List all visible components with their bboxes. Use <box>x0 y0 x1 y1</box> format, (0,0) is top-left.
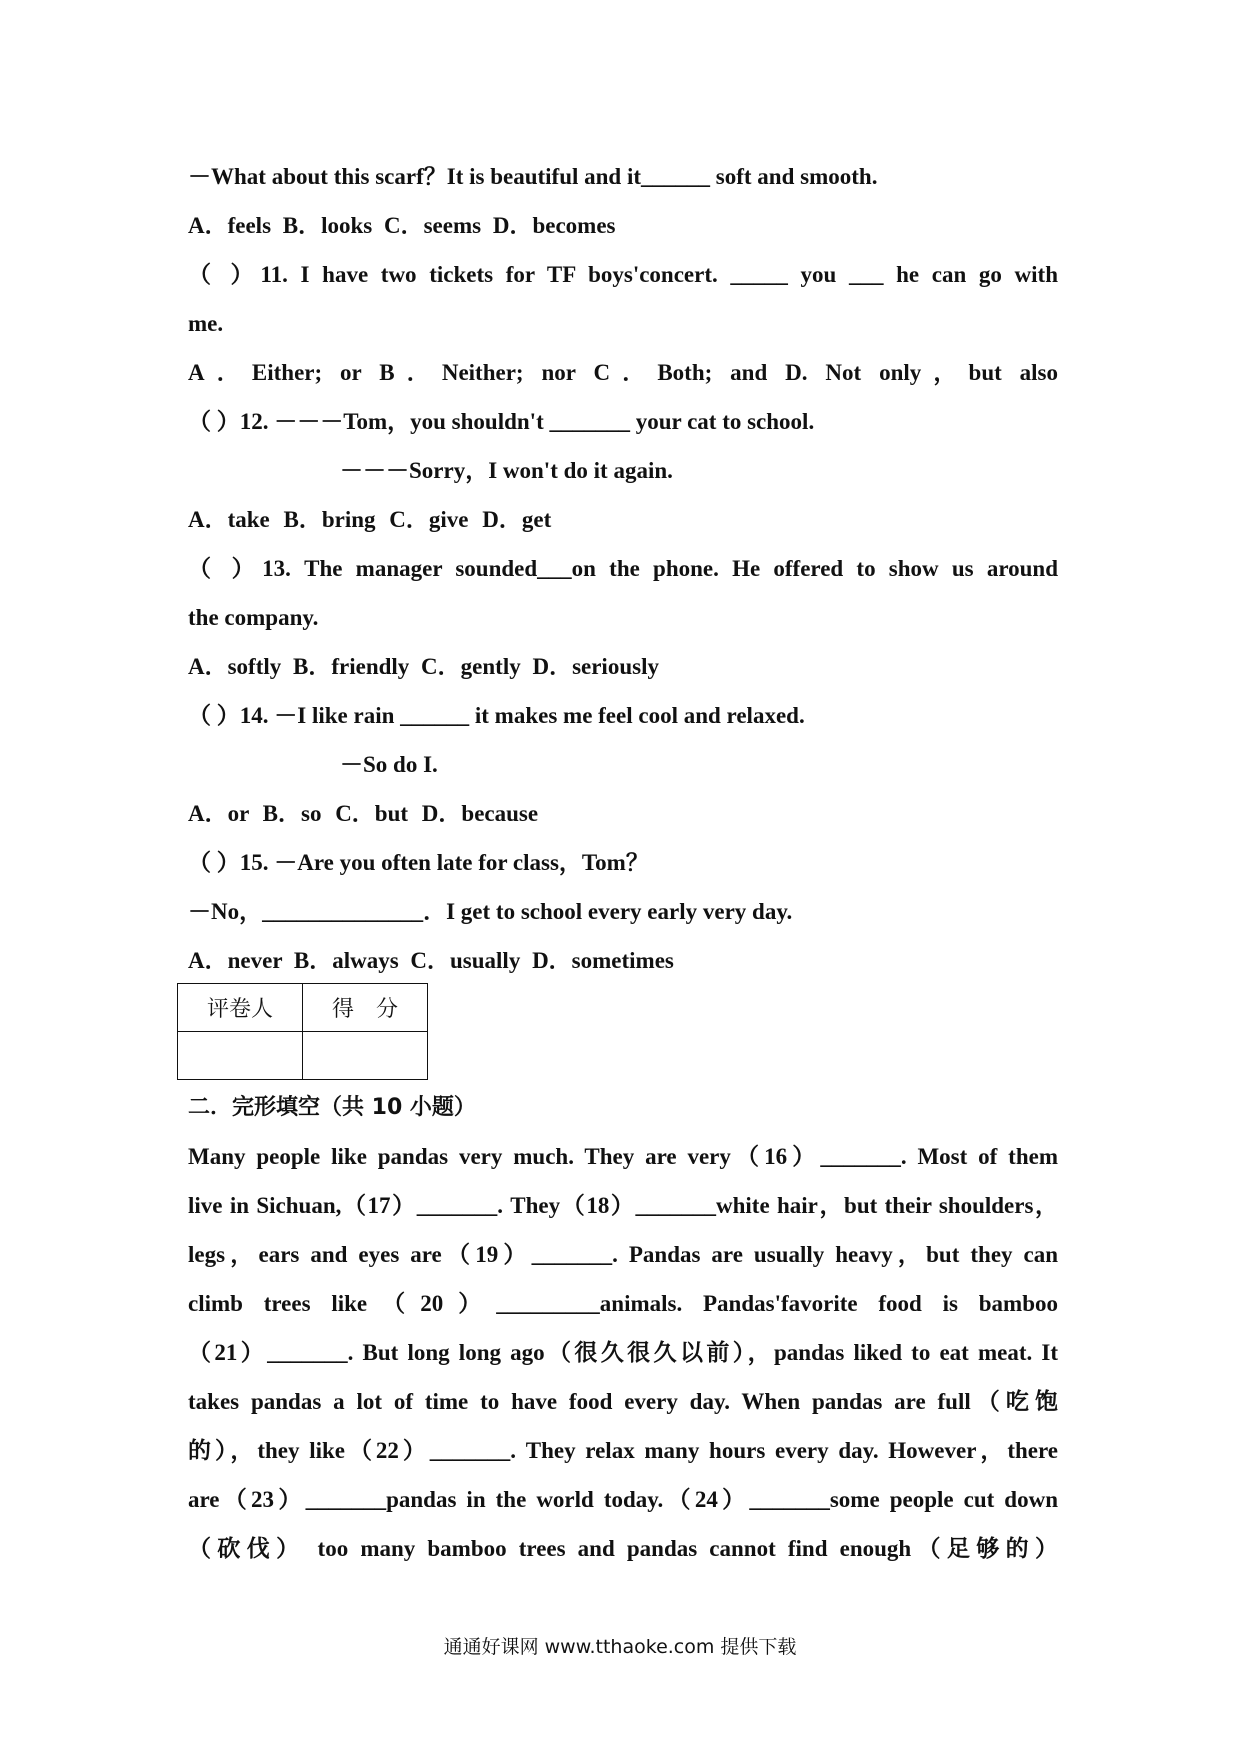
line-q11-cont: me. <box>188 311 224 336</box>
line-q11-options: A．Either; or B．Neither; nor C．Both; and D. Not only，but also <box>188 360 1058 385</box>
line-q15-reply: －No，______________．I get to school every early very day. <box>188 899 793 924</box>
line-q14: （ ）14. －I like rain ______ it makes me feel cool and relaxed. <box>188 703 805 728</box>
line-q15: （ ）15. －Are you often late for class，Tom？ <box>188 850 649 875</box>
footer-credit: 通通好课网 www.tthaoke.com 提供下载 <box>443 1636 797 1658</box>
passage-line: Many people like pandas very much. They are very（16）_______. Most of them <box>188 1144 1058 1169</box>
line-q15-options: A．never B．always C．usually D．sometimes <box>188 948 674 973</box>
line-q13: （ ）13. The manager sounded___on the phone. He offered to show us around <box>188 556 1058 581</box>
grader-cell <box>178 1032 303 1080</box>
score-cell <box>303 1032 428 1080</box>
passage-line: （砍伐） too many bamboo trees and pandas cannot find enough（足够的） <box>188 1536 1058 1561</box>
passage-line: climb trees like（20）_________animals. Pandas'favorite food is bamboo <box>188 1291 1058 1316</box>
score-table <box>177 983 428 1080</box>
passage-line: takes pandas a lot of time to have food every day. When pandas are full（吃饱 <box>188 1389 1058 1414</box>
line-q12: （ ）12. －－－Tom，you shouldn't _______ your cat to school. <box>188 409 815 434</box>
line-q10-options: A．feels B．looks C．seems D．becomes <box>188 213 616 238</box>
passage-line: are（23）_______pandas in the world today.（24）_______some people cut down <box>188 1487 1058 1512</box>
line-q14-options: A．or B．so C．but D．because <box>188 801 539 826</box>
line-q13-cont: the company. <box>188 605 319 630</box>
score-header: 得 分 <box>303 984 428 1032</box>
passage-line: （21）_______. But long long ago（很久很久以前），pandas liked to eat meat. It <box>188 1340 1058 1365</box>
section-title: 二．完形填空（共 10 小题） <box>188 1095 476 1120</box>
line-q13-options: A．softly B．friendly C．gently D．seriously <box>188 654 659 679</box>
line-q12-options: A．take B．bring C．give D．get <box>188 507 552 532</box>
line-q14-reply: －So do I. <box>340 752 438 777</box>
passage-line: live in Sichuan,（17）_______. They（18）_______white hair，but their shoulders， <box>188 1193 1058 1218</box>
line-q11: （ ）11. I have two tickets for TF boys'concert. _____ you ___ he can go with <box>188 262 1058 287</box>
line-q12-reply: －－－Sorry，I won't do it again. <box>340 458 673 483</box>
line-q10-dialog: －What about this scarf？It is beautiful and it______ soft and smooth. <box>188 164 878 189</box>
grader-header: 评卷人 <box>178 984 303 1032</box>
passage-line: 的），they like（22）_______. They relax many hours every day. However，there <box>188 1438 1058 1463</box>
passage-line: legs，ears and eyes are（19）_______. Pandas are usually heavy，but they can <box>188 1242 1058 1267</box>
